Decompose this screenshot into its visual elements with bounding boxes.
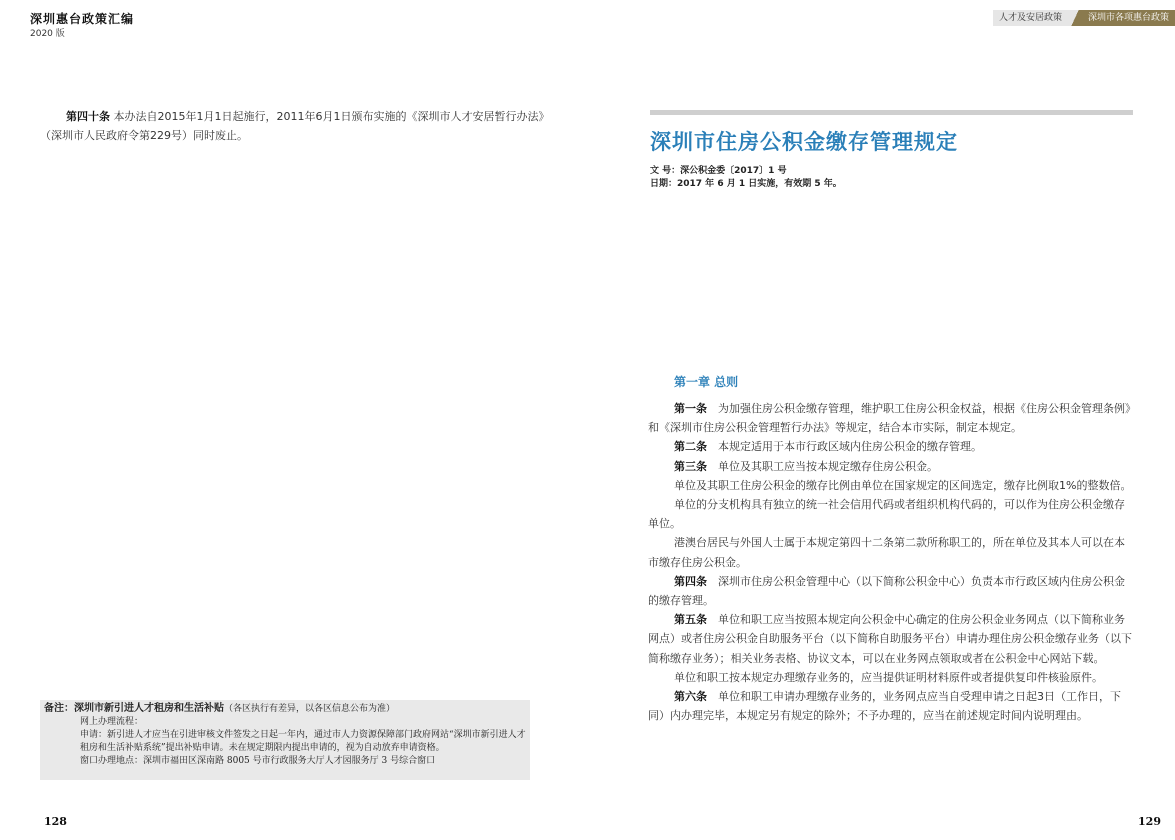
paragraph-text: 为加强住房公积金缴存管理，维护职工住房公积金权益，根据《住房公积金管理条例》和《深圳市住房公积金管理暂行办法》等规定，结合本市实际，制定本规定。: [648, 402, 1131, 435]
paragraph-text: 单位和职工应当按照本规定向公积金中心确定的住房公积金业务网点（以下简称业务网点）或者住房公积金自助服务平台（以下简称自助服务平台）申请办理住房公积金缴存业务（以下简称缴存业务）；相关业务表格、协议文本，可以在业务网点领取或者在公积金中心网站下载。: [648, 613, 1132, 665]
paragraph: [648, 495, 1135, 533]
paragraph-text: 单位的分支机构具有独立的统一社会信用代码或者组织机构代码的，可以作为住房公积金缴存单位。: [648, 498, 1125, 531]
document-meta: [650, 165, 842, 191]
right-page: [588, 0, 1175, 840]
paragraph: [648, 610, 1135, 668]
article-label: 第二条: [674, 440, 707, 454]
paragraph-text: 单位和职工按本规定办理缴存业务的，应当提供证明材料原件或者提供复印件核验原件。: [674, 670, 1103, 684]
paragraph: [648, 399, 1135, 437]
article-40: [40, 107, 545, 145]
note-title-suffix: （各区执行有差异，以各区信息公布为准）: [224, 704, 396, 714]
note-line: 申请：新引进人才应当在引进审核文件签发之日起一年内，通过市人力资源保障部门政府网站“深圳市新引进人才租房和生活补贴系统”提出补贴申请。未在规定期限内提出申请的，视为自动放弃申请资格。: [80, 730, 526, 753]
tab-divider: [1070, 10, 1080, 26]
note-title: 深圳市新引进人才租房和生活补贴: [74, 703, 224, 714]
article-label: 第四条: [674, 574, 707, 588]
note-box: [40, 700, 530, 780]
book-year: 2020 版: [30, 29, 65, 39]
page-number: 128: [44, 815, 67, 828]
book-title: 深圳惠台政策汇编: [30, 12, 135, 26]
paragraph: [648, 476, 1135, 495]
article-label: 第五条: [674, 613, 707, 627]
paragraph: [648, 572, 1135, 610]
article-label: 第一条: [674, 402, 707, 415]
note-line: 网上办理流程：: [80, 717, 144, 727]
tab-talent-housing: 人才及安居政策: [993, 10, 1070, 26]
note-line: 窗口办理地点：深圳市福田区深南路 8005 号市行政服务大厅人才园服务厅 3 号综合窗口: [80, 756, 436, 766]
paragraph-text: 本规定适用于本市行政区域内住房公积金的缴存管理。: [718, 440, 982, 454]
paragraph-text: 单位及其职工应当按本规定缴存住房公积金。: [718, 459, 938, 473]
document-title: 深圳市住房公积金缴存管理规定: [650, 130, 958, 154]
left-page: [0, 0, 587, 840]
page-number: 129: [1138, 815, 1161, 828]
paragraph-text: 深圳市住房公积金管理中心（以下简称公积金中心）负责本市行政区域内住房公积金的缴存管理。: [648, 574, 1125, 608]
paragraph-text: 港澳台居民与外国人士属于本规定第四十二条第二款所称职工的，所在单位及其本人可以在本市缴存住房公积金。: [648, 536, 1125, 569]
article-list: [648, 399, 1135, 725]
paragraph-text: 单位及其职工住房公积金的缴存比例由单位在国家规定的区间选定，缴存比例取1%的整数倍。: [674, 478, 1132, 492]
document-number: 文 号：深公积金委〔2017〕1 号: [650, 166, 787, 176]
document-date: 日期：2017 年 6 月 1 日实施，有效期 5 年。: [650, 179, 842, 189]
section-tabs: [993, 10, 1175, 26]
chapter-heading: 第一章 总则: [674, 375, 739, 389]
article-label: 第六条: [674, 690, 707, 704]
article-label: 第三条: [674, 459, 707, 473]
note-label: 备注：: [44, 703, 74, 714]
paragraph: [648, 533, 1135, 571]
paragraph-text: 单位和职工申请办理缴存业务的，业务网点应当自受理申请之日起3日（工作日，下同）内办理完毕，本规定另有规定的除外；不予办理的，应当在前述规定时间内说明理由。: [648, 690, 1121, 723]
paragraph: [648, 687, 1135, 725]
paragraph: [648, 457, 1135, 476]
paragraph: [648, 668, 1135, 687]
paragraph: [648, 437, 1135, 456]
article-text: 本办法自2015年1月1日起施行，2011年6月1日颁布实施的《深圳市人才安居暂行办法》（深圳市人民政府令第229号）同时废止。: [40, 110, 544, 142]
tab-shenzhen-policies: 深圳市各项惠台政策: [1080, 10, 1175, 26]
title-rule: [650, 110, 1133, 115]
article-label: 第四十条: [66, 110, 110, 123]
